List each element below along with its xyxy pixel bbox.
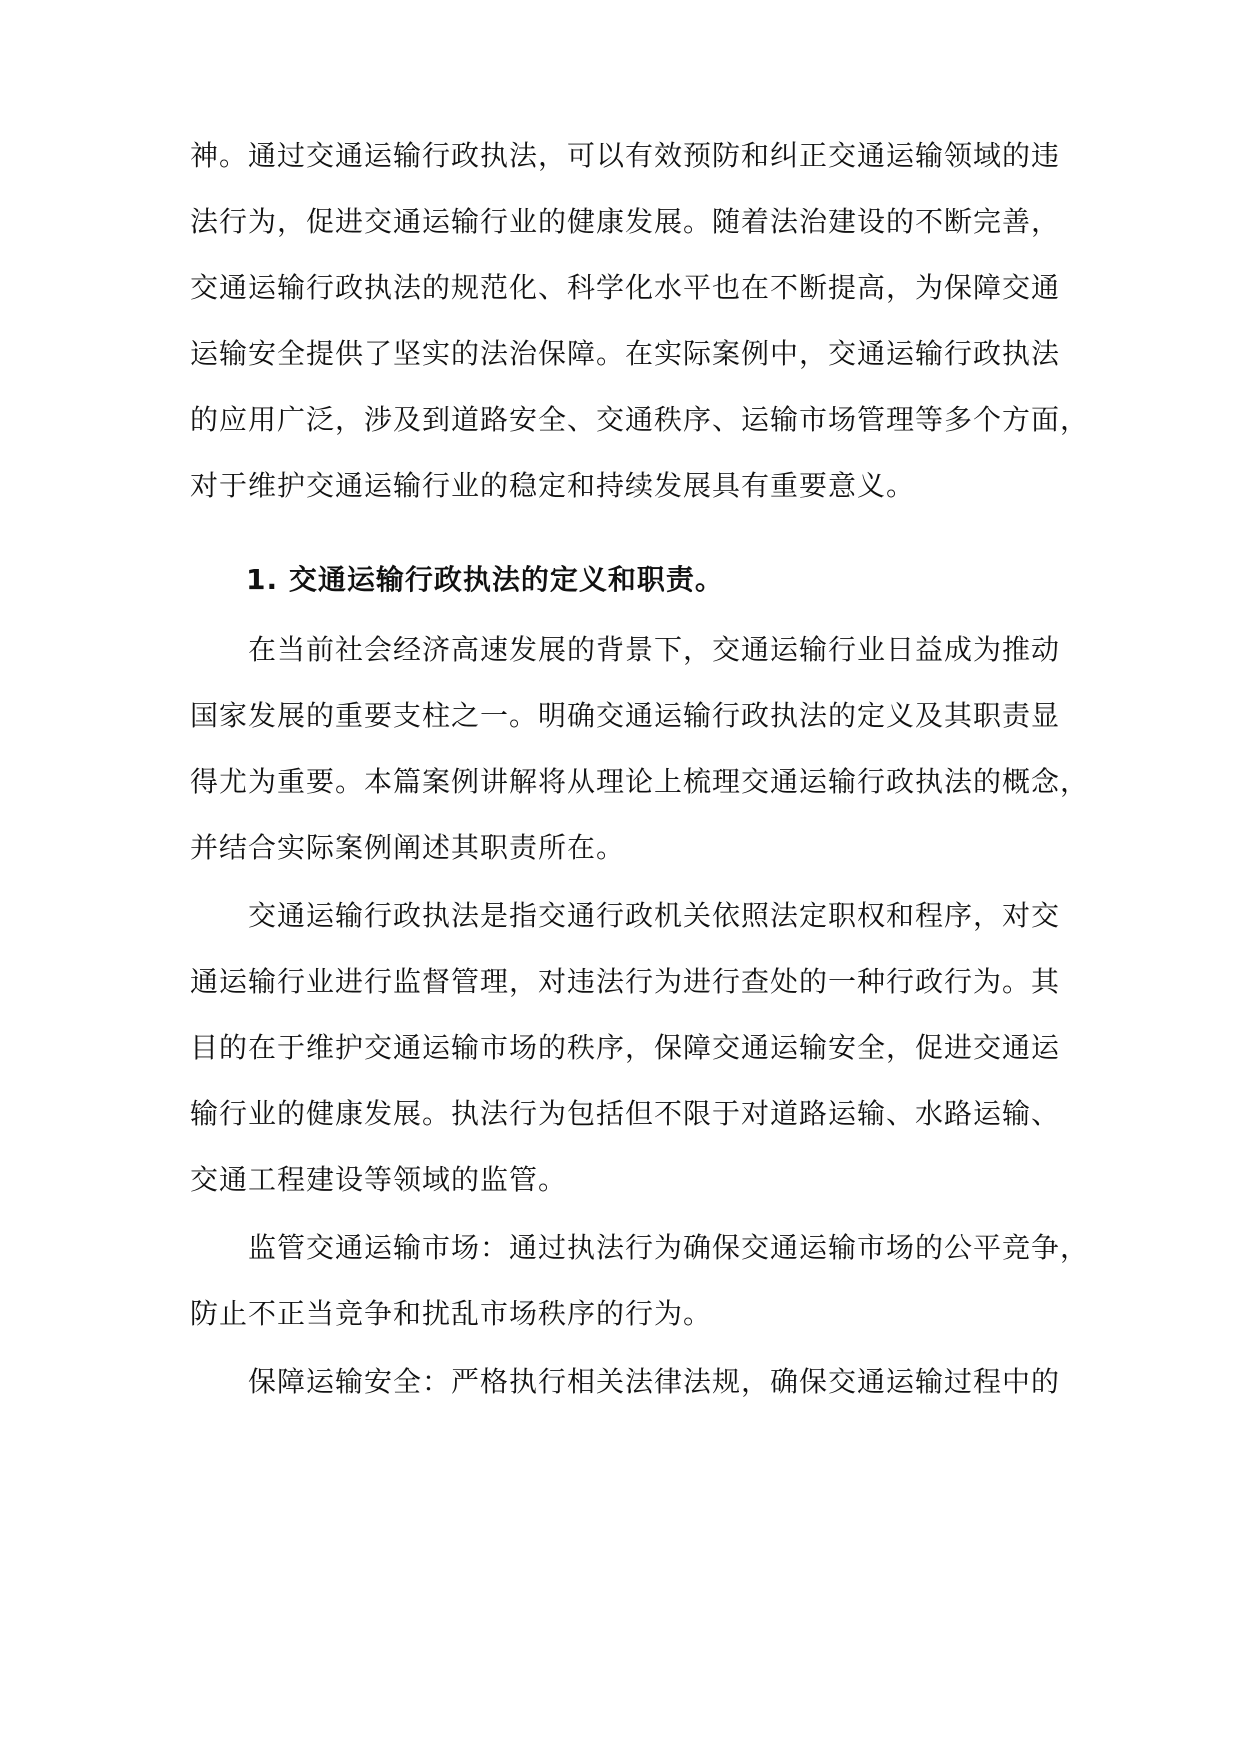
para3-line-2: 防止不正当竞争和扰乱市场秩序的行为。: [190, 1297, 713, 1330]
intro-line-1: 神。通过交通运输行政执法，可以有效预防和纠正交通运输领域的违: [190, 139, 1061, 172]
para2-line-2: 通运输行业进行监督管理，对违法行为进行查处的一种行政行为。其: [190, 965, 1061, 998]
para2-line-5: 交通工程建设等领域的监管。: [190, 1163, 568, 1196]
intro-line-4: 运输安全提供了坚实的法治保障。在实际案例中，交通运输行政执法: [190, 337, 1061, 370]
para1-line-4: 并结合实际案例阐述其职责所在。: [190, 831, 626, 864]
para2-line-4: 输行业的健康发展。执法行为包括但不限于对道路运输、水路运输、: [190, 1097, 1061, 1130]
para1-line-3: 得尤为重要。本篇案例讲解将从理论上梳理交通运输行政执法的概念，: [190, 765, 1090, 798]
para3-line-1: 监管交通运输市场：通过执法行为确保交通运输市场的公平竞争，: [248, 1231, 1090, 1264]
intro-line-3: 交通运输行政执法的规范化、科学化水平也在不断提高，为保障交通: [190, 271, 1061, 304]
para1-line-1: 在当前社会经济高速发展的背景下，交通运输行业日益成为推动: [248, 633, 1061, 666]
para2-line-1: 交通运输行政执法是指交通行政机关依照法定职权和程序，对交: [248, 899, 1061, 932]
intro-line-6: 对于维护交通运输行业的稳定和持续发展具有重要意义。: [190, 469, 916, 502]
para1-line-2: 国家发展的重要支柱之一。明确交通运输行政执法的定义及其职责显: [190, 699, 1061, 732]
intro-line-2: 法行为，促进交通运输行业的健康发展。随着法治建设的不断完善，: [190, 205, 1061, 238]
para2-line-3: 目的在于维护交通运输市场的秩序，保障交通运输安全，促进交通运: [190, 1031, 1061, 1064]
para4-line-1: 保障运输安全：严格执行相关法律法规，确保交通运输过程中的: [248, 1365, 1061, 1398]
section-heading: 1. 交通运输行政执法的定义和职责。: [246, 563, 724, 596]
intro-line-5: 的应用广泛，涉及到道路安全、交通秩序、运输市场管理等多个方面，: [190, 403, 1090, 436]
